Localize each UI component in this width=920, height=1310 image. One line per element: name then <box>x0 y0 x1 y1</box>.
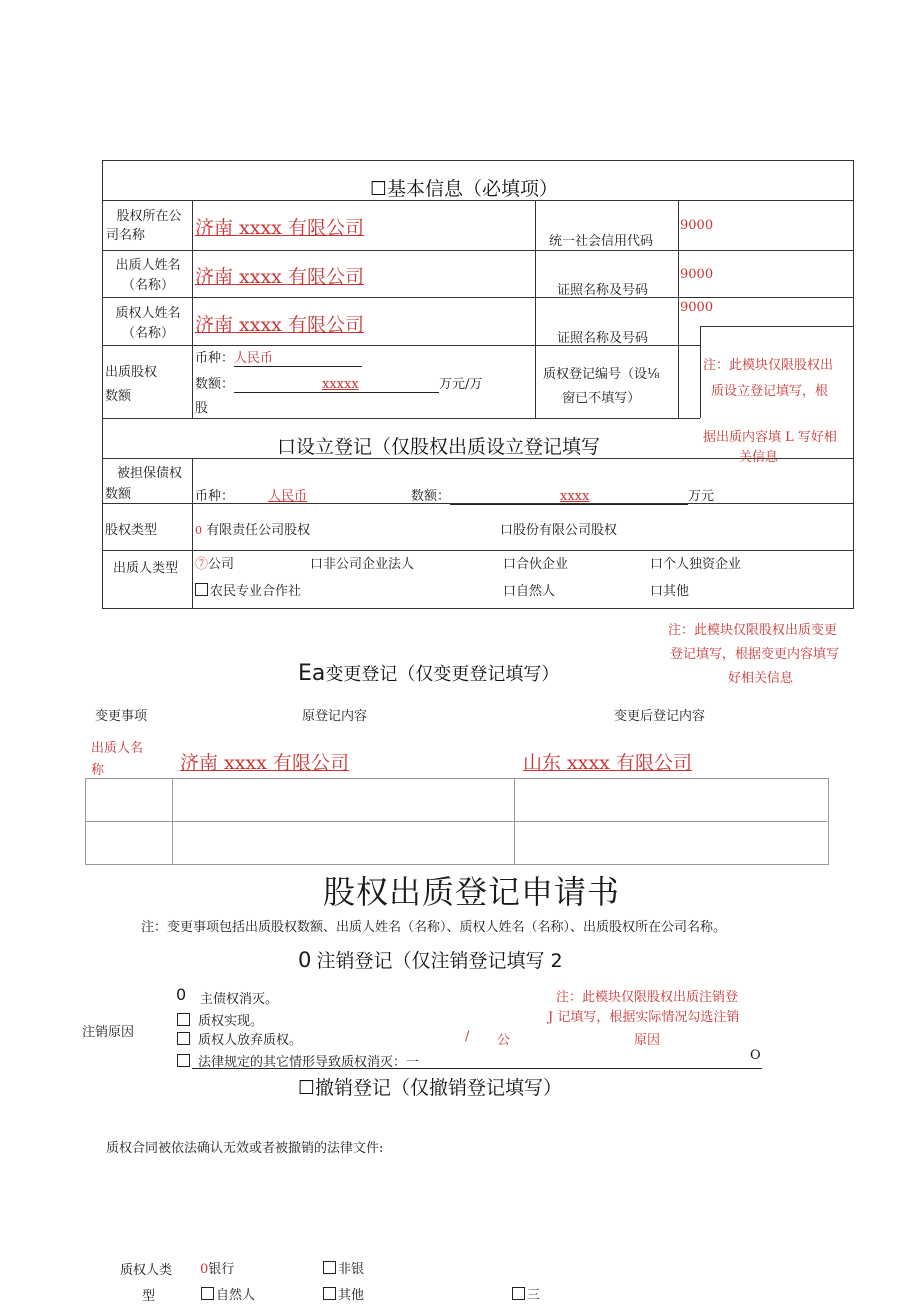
pledgee-type-bank[interactable] <box>200 1258 234 1277</box>
checked-mark: 0 <box>200 1262 209 1277</box>
pledgor-name-label <box>104 256 192 296</box>
setup-note <box>703 353 837 471</box>
change-note-line-2: 登记填写，根据变更内容填写 <box>670 647 840 662</box>
pledgee-type-natural[interactable] <box>201 1284 255 1303</box>
change-item-1-line-2: 称 <box>91 763 105 778</box>
pledgee-id-label: 证照名称及号码 <box>557 331 649 346</box>
pledgor-type-label: 出质人类型 <box>113 561 179 576</box>
credit-code-value[interactable]: 9000 <box>680 218 714 233</box>
secured-debt-label <box>105 463 182 505</box>
change-row-2[interactable] <box>86 822 826 863</box>
change-items-note: 注：变更事项包括出质股权数额、出质人姓名（名称）、质权人姓名（名称）、出质股权所在公司名称。 <box>141 920 727 935</box>
cancel-note-line-2: J 记填写，根据实际情况勾选注销 <box>548 1010 740 1025</box>
debt-amount-value: xxxx <box>560 489 590 504</box>
pledgor-name-label-line-1: 出质人姓名 <box>115 258 181 273</box>
credit-code-label: 统一社会信用代码 <box>549 234 654 249</box>
col-original: 原登记内容 <box>302 709 368 724</box>
checkbox-icon <box>177 1013 190 1026</box>
basic-info-header: ☐基本信息（必填项） <box>370 178 559 200</box>
pledgee-type-other-label: 其他 <box>338 1288 365 1303</box>
pledgee-type-natural-label: 自然人 <box>216 1288 256 1303</box>
secured-debt-label-line-2: 数额 <box>105 487 132 502</box>
col-change-item: 变更事项 <box>95 709 148 724</box>
debt-amount-unit: 万元 <box>688 489 715 504</box>
pledgor-name-label-line-2: （名称） <box>121 278 174 293</box>
company-label-line-1: 股权所在公 <box>116 209 182 224</box>
equity-option-limited-label: 有限责任公司股权 <box>206 523 311 538</box>
pledgee-type-bank-label: 银行 <box>208 1262 235 1277</box>
table-rule <box>103 250 853 251</box>
type-farmer-coop[interactable] <box>195 580 301 599</box>
equity-type-label: 股权类型 <box>105 523 158 538</box>
regno-label-line-2: 窗已不填写） <box>562 391 641 406</box>
table-rule <box>103 550 853 551</box>
cancel-mark-0: 0 <box>176 985 187 1004</box>
amount-value: xxxxx <box>322 377 359 392</box>
cancel-reason-2[interactable] <box>177 1010 263 1029</box>
table-rule <box>678 200 679 418</box>
company-value[interactable]: 济南 xxxx 有限公司 <box>195 217 364 239</box>
company-label <box>106 207 192 245</box>
legal-doc-label: 质权合同被依法确认无效或者被撤销的法律文件: <box>106 1141 384 1156</box>
pledgee-type-label-line-2: 型 <box>142 1289 156 1304</box>
table-rule <box>535 200 536 418</box>
pledged-amount-label <box>105 361 157 409</box>
pledgee-type-non-bank[interactable] <box>323 1258 364 1277</box>
company-label-line-2: 司名称 <box>106 228 146 243</box>
table-rule <box>103 418 700 419</box>
pledged-amount-label-line-2: 数额 <box>105 389 132 404</box>
debt-currency-value[interactable]: 人民币 <box>268 489 308 504</box>
checked-mark: ⑦ <box>195 557 209 572</box>
table-rule <box>103 297 853 298</box>
type-non-company[interactable]: 口非公司企业法人 <box>310 557 415 572</box>
pledged-amount-row <box>195 373 482 393</box>
cancel-header-text: 注销登记（仅注销登记填写 2 <box>316 950 563 972</box>
pledgee-type-label <box>120 1258 172 1310</box>
regno-label <box>543 363 660 411</box>
debt-amount-field[interactable] <box>450 489 688 505</box>
secured-debt-amount <box>411 485 714 505</box>
cancel-reason-3[interactable] <box>177 1029 302 1048</box>
setup-note-line-1: 注：此模块仅限股权出 <box>703 358 834 373</box>
table-rule <box>192 458 193 608</box>
checkbox-icon <box>195 583 208 596</box>
table-rule <box>192 200 193 418</box>
change-note-line-1: 注：此模块仅限股权出质变更 <box>668 623 838 638</box>
amount-unit-2: 股 <box>195 401 209 416</box>
amount-field[interactable] <box>234 377 439 393</box>
checkbox-icon <box>201 1287 214 1300</box>
type-partnership[interactable]: 口合伙企业 <box>503 557 569 572</box>
checkbox-icon <box>323 1287 336 1300</box>
setup-header: 口设立登记（仅股权出质设立登记填写 <box>277 436 601 458</box>
col-after: 变更后登记内容 <box>614 709 706 724</box>
change-header-prefix: Ea <box>298 661 326 686</box>
pledged-currency-row <box>195 347 362 367</box>
pledgee-name-label-line-2: （名称） <box>121 326 174 341</box>
change-header-text: 变更登记（仅变更登记填写） <box>325 664 560 685</box>
change-original-value[interactable]: 济南 xxxx 有限公司 <box>180 752 349 774</box>
pledgee-name-label-line-1: 质权人姓名 <box>115 306 181 321</box>
pledgor-id-label: 证照名称及号码 <box>557 283 649 298</box>
type-natural-person[interactable]: 口自然人 <box>503 584 556 599</box>
change-note-line-3: 好相关信息 <box>728 671 794 686</box>
cancel-note-line-1: 注：此模块仅限股权出质注销登 <box>556 990 739 1005</box>
checkbox-icon <box>323 1261 336 1274</box>
pledgee-id-value[interactable]: 9000 <box>680 300 714 315</box>
pledgee-type-non-bank-label: 非银 <box>338 1262 365 1277</box>
cancel-reason-3-label: 质权人放弃质权。 <box>198 1033 303 1048</box>
pledgee-type-last-label: 三 <box>527 1288 541 1303</box>
checkbox-icon <box>177 1032 190 1045</box>
type-sole-proprietorship[interactable]: 口个人独资企业 <box>650 557 742 572</box>
debt-amount-label: 数额： <box>411 489 451 504</box>
document-title: 股权出质登记申请书 <box>323 873 621 911</box>
cancel-note-line-3b: 公 <box>497 1033 511 1048</box>
pledgee-type-label-line-1: 质权人类 <box>120 1263 173 1278</box>
change-item-1 <box>91 738 143 782</box>
currency-value[interactable]: 人民币 <box>234 347 362 367</box>
pledgor-name-value[interactable]: 济南 xxxx 有限公司 <box>195 266 364 288</box>
cancel-note-line-3c: 原因 <box>634 1033 661 1048</box>
revoke-header: ☐撤销登记（仅撤销登记填写） <box>298 1077 563 1099</box>
setup-note-line-2: 质设立登记填写，根 <box>711 384 829 399</box>
regno-label-line-1: 质权登记编号（设⅛ <box>543 367 660 382</box>
setup-note-line-4: 关信息 <box>739 450 779 465</box>
table-rule <box>700 326 701 418</box>
cancel-note-line-3a: / <box>465 1029 470 1044</box>
pledgee-type-other[interactable] <box>323 1284 364 1303</box>
cancel-reason-label: 注销原因 <box>82 1025 135 1040</box>
change-header <box>298 660 559 686</box>
checkbox-icon <box>177 1054 190 1067</box>
amount-prefix: 数额： <box>195 377 235 392</box>
debt-currency-label: 币种： <box>195 489 235 504</box>
pledgor-id-value[interactable]: 9000 <box>680 267 714 282</box>
cancel-end-mark: O <box>750 1048 761 1063</box>
pledgee-type-last[interactable] <box>512 1284 540 1303</box>
currency-label: 币种： <box>195 351 235 366</box>
pledgee-name-value[interactable]: 济南 xxxx 有限公司 <box>195 314 364 336</box>
change-note <box>668 619 839 691</box>
type-farmer-coop-label: 农民专业合作社 <box>210 584 302 599</box>
amount-unit: 万元/万 <box>439 377 483 392</box>
table-rule <box>700 326 853 327</box>
cancel-reason-1[interactable]: 主债权消灭。 <box>200 992 279 1007</box>
cancel-header-prefix: 0 <box>298 948 312 972</box>
type-company-label: 公司 <box>208 557 235 572</box>
equity-option-limited[interactable] <box>195 519 310 538</box>
secured-debt-currency <box>195 485 307 504</box>
change-after-value[interactable]: 山东 xxxx 有限公司 <box>523 752 692 774</box>
cancel-note <box>548 988 739 1028</box>
cancel-underline <box>192 1068 762 1069</box>
secured-debt-label-line-1: 被担保债权 <box>117 466 183 481</box>
cancel-reason-2-label: 质权实现。 <box>198 1014 264 1029</box>
pledged-amount-label-line-1: 出质股权 <box>105 365 158 380</box>
cancel-header <box>298 946 563 973</box>
type-company[interactable] <box>195 553 234 572</box>
type-other[interactable]: 口其他 <box>650 584 690 599</box>
checkbox-icon <box>512 1287 525 1300</box>
checked-mark: 0 <box>195 524 202 537</box>
change-item-1-line-1: 出质人名 <box>91 741 144 756</box>
setup-note-line-3: 据出质内容填 L 写好相 <box>703 430 837 445</box>
equity-option-joint-stock[interactable]: 口股份有限公司股权 <box>500 523 618 538</box>
cancel-reason-4-label: 法律规定的其它情形导致质权消灭：一 <box>198 1055 420 1070</box>
pledgee-name-label <box>104 304 192 344</box>
